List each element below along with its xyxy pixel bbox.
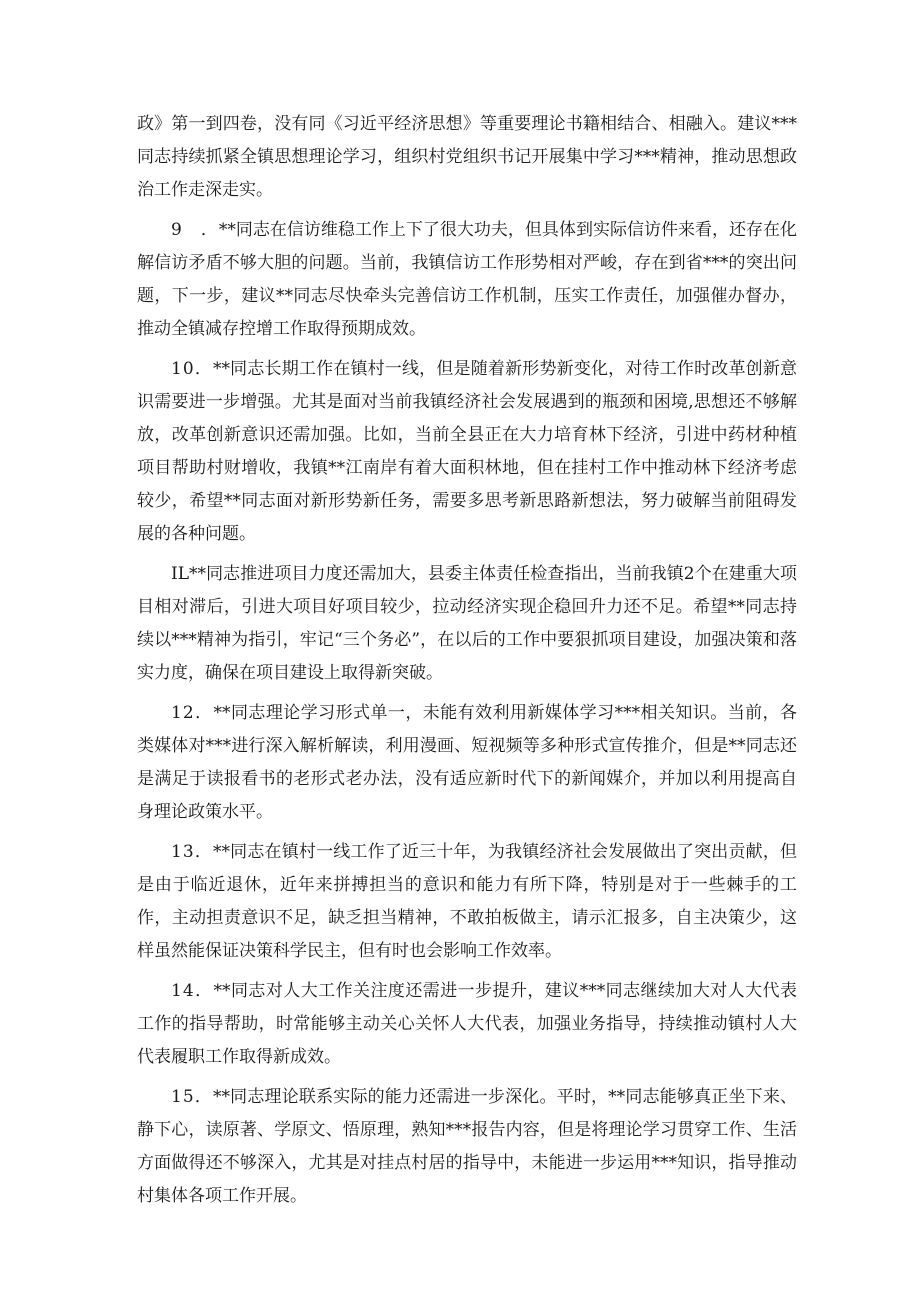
paragraph-text: **同志在镇村一线工作了近三十年，为我镇经济社会发展做出了突出贡献，但是由于临近退休，近年来拼搏担当的意识和能力有所下降，特别是对于一些棘手的工作，主动担责意识不足，缺乏担当精神，不敢拍板做主，请示汇报多，自主决策少，这样虽然能保证决策科学民主，但有时也会影响工作效率。 — [137, 842, 797, 961]
item-number: 9 ． — [171, 220, 219, 240]
paragraph-text: **同志长期工作在镇村一线，但是随着新形势新变化，对待工作时改革创新意识需要进一步增强。尤其是面对当前我镇经济社会发展遇到的瓶颈和困境,思想还不够解放，改革创新意识还需加强。比如，当前全县正在大力培育林下经济，引进中药材种植项目帮助村财增收，我镇**江南岸有着大面积林地，但在挂村工作中推动林下经济考虑较少，希望**同志面对新形势新任务，需要多思考新思路新想法，努力破解当前阻碍发展的各种问题。 — [137, 359, 797, 544]
paragraph-text: **同志在信访维稳工作上下了很大功夫，但具体到实际信访件来看，还存在化解信访矛盾不够大胆的问题。当前，我镇信访工作形势相对严峻，存在到省***的突出问题，下一步，建议**同志尽快牵头完善信访工作机制，压实工作责任，加强催办督办，推动全镇减存控增工作取得预期成效。 — [137, 220, 797, 339]
document-page — [137, 108, 797, 1220]
paragraph-text: **同志推进项目力度还需加大，县委主体责任检查指出，当前我镇2个在建重大项目相对滞后，引进大项目好项目较少，拉动经济实现企稳回升力还不足。希望**同志持续以***精神为指引，牢记“三个务必”，在以后的工作中要狠抓项目建设，加强决策和落实力度，确保在项目建设上取得新突破。 — [137, 564, 797, 683]
item-number: 14． — [171, 981, 214, 1001]
paragraph-item-15 — [137, 1081, 797, 1213]
paragraph-text: **同志理论学习形式单一，未能有效利用新媒体学习***相关知识。当前，各类媒体对***进行深入解析解读，利用漫画、短视频等多种形式宣传推介，但是**同志还是满足于读报看书的老形式老办法，没有适应新时代下的新闻媒介，并加以利用提高自身理论政策水平。 — [137, 703, 797, 822]
item-number: 10． — [171, 359, 213, 379]
paragraph-text: **同志理论联系实际的能力还需进一步深化。平时，**同志能够真正坐下来、静下心，读原著、学原文、悟原理，熟知***报告内容，但是将理论学习贯穿工作、生活方面做得还不够深入，尤其是对挂点村居的指导中，未能进一步运用***知识，指导推动村集体各项工作开展。 — [137, 1087, 797, 1206]
item-number: 15． — [171, 1087, 213, 1107]
paragraph-item-11 — [137, 558, 797, 690]
paragraph-text: 政》第一到四卷，没有同《习近平经济思想》等重要理论书籍相结合、相融入。建议***同志持续抓紧全镇思想理论学习，组织村党组织书记开展集中学习***精神，推动思想政治工作走深走实。 — [137, 114, 797, 200]
item-number: IL — [171, 564, 190, 584]
paragraph-item-10 — [137, 353, 797, 551]
paragraph-item-14 — [137, 975, 797, 1074]
paragraph-text: **同志对人大工作关注度还需进一步提升，建议***同志继续加大对人大代表工作的指导帮助，时常能够主动关心关怀人大代表，加强业务指导，持续推动镇村人大代表履职工作取得新成效。 — [137, 981, 797, 1067]
item-number: 12． — [171, 703, 214, 723]
paragraph-item-9 — [137, 214, 797, 346]
paragraph-continued — [137, 108, 797, 207]
item-number: 13． — [171, 842, 213, 862]
paragraph-item-12 — [137, 697, 797, 829]
paragraph-item-13 — [137, 836, 797, 968]
